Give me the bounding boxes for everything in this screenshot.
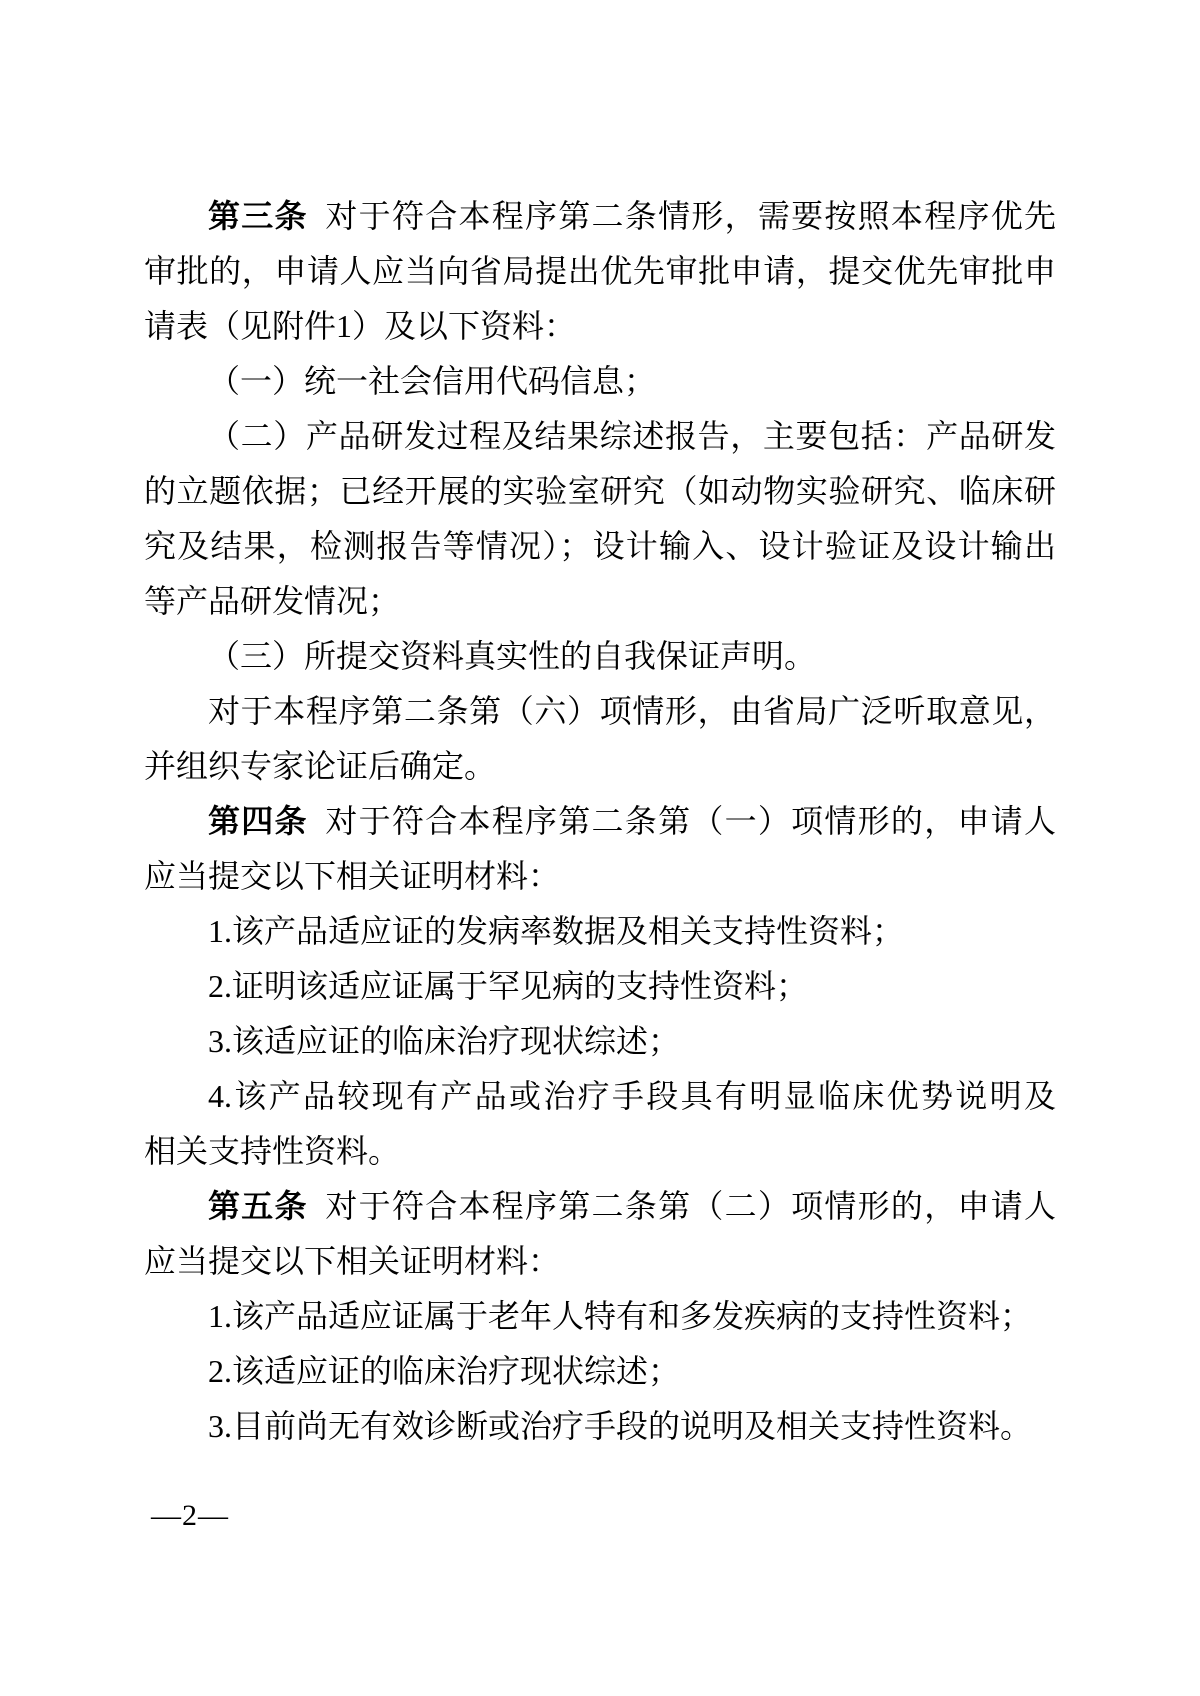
text-line: 3.该适应证的临床治疗现状综述； — [208, 1023, 681, 1059]
paragraph-article4-item-2 — [144, 959, 1056, 1014]
article-heading: 第五条 — [208, 1188, 308, 1224]
paragraph-article5-item-1 — [144, 1289, 1056, 1344]
text-line — [144, 794, 1056, 849]
paragraph-article5-item-3 — [144, 1399, 1056, 1454]
text-line: （一）统一社会信用代码信息； — [208, 363, 657, 399]
text-line: 应当提交以下相关证明材料： — [144, 1243, 561, 1279]
text-line: 应当提交以下相关证明材料： — [144, 858, 561, 894]
text-line: 3.目前尚无有效诊断或治疗手段的说明及相关支持性资料。 — [208, 1408, 1033, 1444]
document-body — [144, 189, 1056, 1454]
paragraph-item-2 — [144, 409, 1056, 629]
text-line: 1.该产品适应证属于老年人特有和多发疾病的支持性资料； — [208, 1298, 1033, 1334]
text-line — [144, 1179, 1056, 1234]
paragraph-article-4 — [144, 794, 1056, 904]
article-heading: 第三条 — [208, 198, 308, 234]
text-line: 等产品研发情况； — [144, 583, 401, 619]
paragraph-article-3 — [144, 189, 1056, 354]
text-line: 对于本程序第二条第（六）项情形，由省局广泛听取意见， — [208, 693, 1056, 729]
paragraph-item-3 — [144, 629, 1056, 684]
text-line: 的立题依据；已经开展的实验室研究（如动物实验研究、临床研 — [144, 473, 1056, 509]
text-run: 对于符合本程序第二条第（二）项情形的，申请人 — [325, 1188, 1056, 1224]
paragraph-expert-review — [144, 684, 1056, 794]
text-line — [144, 189, 1056, 244]
paragraph-article4-item-1 — [144, 904, 1056, 959]
text-line: 审批的，申请人应当向省局提出优先审批申请，提交优先审批申 — [144, 253, 1056, 289]
text-line: （三）所提交资料真实性的自我保证声明。 — [208, 638, 817, 674]
text-line: 究及结果，检测报告等情况）；设计输入、设计验证及设计输出 — [144, 528, 1056, 564]
text-line: 1.该产品适应证的发病率数据及相关支持性资料； — [208, 913, 905, 949]
text-line: 并组织专家论证后确定。 — [144, 748, 497, 784]
paragraph-article4-item-4 — [144, 1069, 1056, 1179]
paragraph-article-5 — [144, 1179, 1056, 1289]
text-run: 对于符合本程序第二条情形，需要按照本程序优先 — [325, 198, 1056, 234]
text-run: 对于符合本程序第二条第（一）项情形的，申请人 — [325, 803, 1056, 839]
paragraph-item-1 — [144, 354, 1056, 409]
text-line: 请表（见附件1）及以下资料： — [144, 308, 577, 344]
text-line: 相关支持性资料。 — [144, 1133, 401, 1169]
paragraph-article5-item-2 — [144, 1344, 1056, 1399]
text-line: 2.该适应证的临床治疗现状综述； — [208, 1353, 681, 1389]
text-line: 4.该产品较现有产品或治疗手段具有明显临床优势说明及 — [208, 1078, 1056, 1114]
page-number: —2— — [151, 1499, 229, 1532]
article-heading: 第四条 — [208, 803, 308, 839]
text-line: 2.证明该适应证属于罕见病的支持性资料； — [208, 968, 809, 1004]
text-line: （二）产品研发过程及结果综述报告，主要包括：产品研发 — [208, 418, 1056, 454]
paragraph-article4-item-3 — [144, 1014, 1056, 1069]
